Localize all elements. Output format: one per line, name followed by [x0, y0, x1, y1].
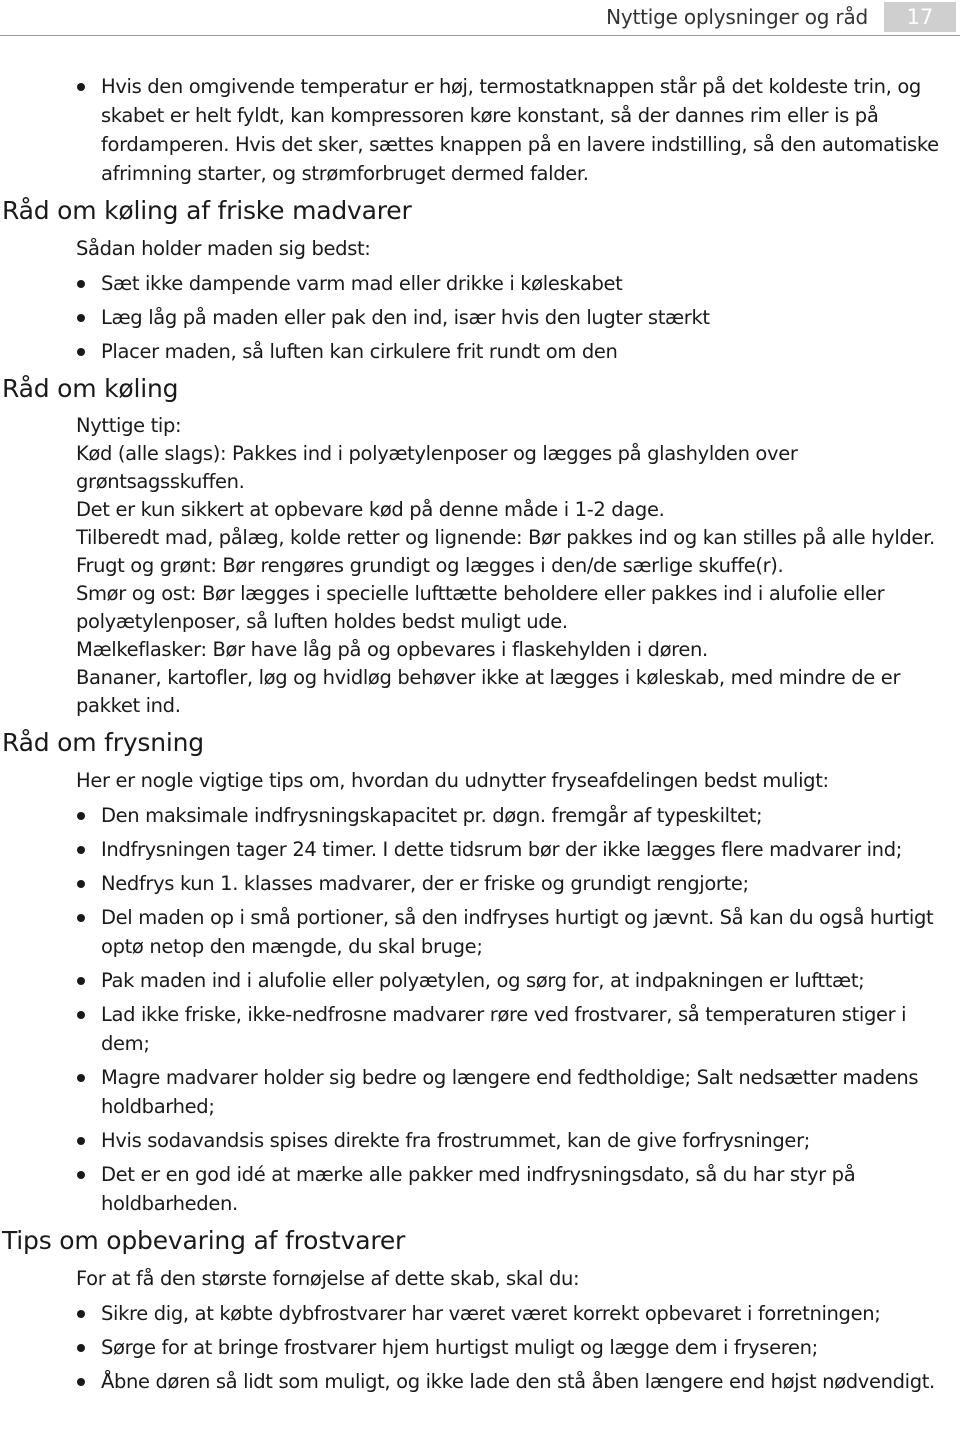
section-fresh-list: [0, 269, 960, 366]
section-heading-freezing: Råd om frysning: [2, 728, 204, 757]
list-item: Åbne døren så lidt som muligt, og ikke lade den stå åben længere end højst nødvendigt.: [75, 1367, 940, 1396]
list-item: Lad ikke friske, ikke-nedfrosne madvarer røre ved frostvarer, så temperaturen stiger i dem;: [75, 1000, 940, 1058]
section-heading-storage: Tips om opbevaring af frostvarer: [2, 1226, 406, 1255]
section-storage-body: [0, 1264, 960, 1293]
section-cooling-intro: Nyttige tip:: [76, 414, 182, 437]
section-freezing-list: [0, 801, 960, 1218]
list-item: Det er en god idé at mærke alle pakker med indfrysningsdato, så du har styr på holdbarheden.: [75, 1160, 940, 1218]
list-item: Læg låg på maden eller pak den ind, især hvis den lugter stærkt: [75, 303, 940, 332]
page-header: [0, 0, 960, 34]
header-title: Nyttige oplysninger og råd: [606, 5, 868, 29]
list-item: Pak maden ind i alufolie eller polyætylen, og sørg for, at indpakningen er lufttæt;: [75, 966, 940, 995]
section-storage-intro: For at få den største fornøjelse af dette skab, skal du:: [76, 1267, 580, 1290]
list-item: Nedfrys kun 1. klasses madvarer, der er friske og grundigt rengjorte;: [75, 869, 940, 898]
header-divider: [0, 35, 960, 36]
list-item: Sørge for at bringe frostvarer hjem hurtigst muligt og lægge dem i fryseren;: [75, 1333, 940, 1362]
list-item: Sikre dig, at købte dybfrostvarer har været været korrekt opbevaret i forretningen;: [75, 1299, 940, 1328]
list-item: Indfrysningen tager 24 timer. I dette tidsrum bør der ikke lægges flere madvarer ind;: [75, 835, 940, 864]
section-freezing-body: [0, 766, 960, 795]
paragraph: Tilberedt mad, pålæg, kolde retter og lignende: Bør pakkes ind og kan stilles på alle hylder.: [76, 526, 935, 549]
paragraph: Det er kun sikkert at opbevare kød på denne måde i 1-2 dage.: [76, 498, 665, 521]
list-item: Hvis den omgivende temperatur er høj, termostatknappen står på det koldeste trin, og skabet er helt fyldt, kan kompressoren køre konstant, så der dannes rim eller is på fordamperen. Hvis det sker, sættes knappen på en lavere indstilling, så den automatiske afrimning starter, og strømforbruget dermed falder.: [75, 72, 940, 188]
section-freezing-intro: Her er nogle vigtige tips om, hvordan du udnytter fryseafdelingen bedst muligt:: [76, 769, 829, 792]
list-item: Del maden op i små portioner, så den indfryses hurtigt og jævnt. Så kan du også hurtigt optø netop den mængde, du skal bruge;: [75, 903, 940, 961]
page-content: [0, 72, 960, 1401]
section-fresh-body: [0, 234, 960, 263]
paragraph: Bananer, kartofler, løg og hvidløg behøver ikke at lægges i køleskab, med mindre de er pakket ind.: [76, 666, 901, 717]
section-fresh-intro: Sådan holder maden sig bedst:: [76, 237, 371, 260]
section-heading-cooling: Råd om køling: [2, 374, 179, 403]
page-number: 17: [884, 2, 956, 32]
list-item: Hvis sodavandsis spises direkte fra frostrummet, kan de give forfrysninger;: [75, 1126, 940, 1155]
list-item: Den maksimale indfrysningskapacitet pr. døgn. fremgår af typeskiltet;: [75, 801, 940, 830]
paragraph: Mælkeflasker: Bør have låg på og opbevares i flaskehylden i døren.: [76, 638, 708, 661]
section-heading-fresh: Råd om køling af friske madvarer: [2, 196, 412, 225]
list-item: Sæt ikke dampende varm mad eller drikke i køleskabet: [75, 269, 940, 298]
section-storage-list: [0, 1299, 960, 1396]
paragraph: Frugt og grønt: Bør rengøres grundigt og lægges i den/de særlige skuffe(r).: [76, 554, 784, 577]
paragraph: Smør og ost: Bør lægges i specielle lufttætte beholdere eller pakkes ind i alufolie eller polyætylenposer, så luften holdes bedst muligt ude.: [76, 582, 885, 633]
list-item: Placer maden, så luften kan cirkulere frit rundt om den: [75, 337, 940, 366]
paragraph: Kød (alle slags): Pakkes ind i polyætylenposer og lægges på glashylden over grøntsagsskuffen.: [76, 442, 798, 493]
intro-bullet-list: [0, 72, 960, 188]
list-item: Magre madvarer holder sig bedre og længere end fedtholdige; Salt nedsætter madens holdbarhed;: [75, 1063, 940, 1121]
section-cooling-body: [0, 412, 960, 720]
